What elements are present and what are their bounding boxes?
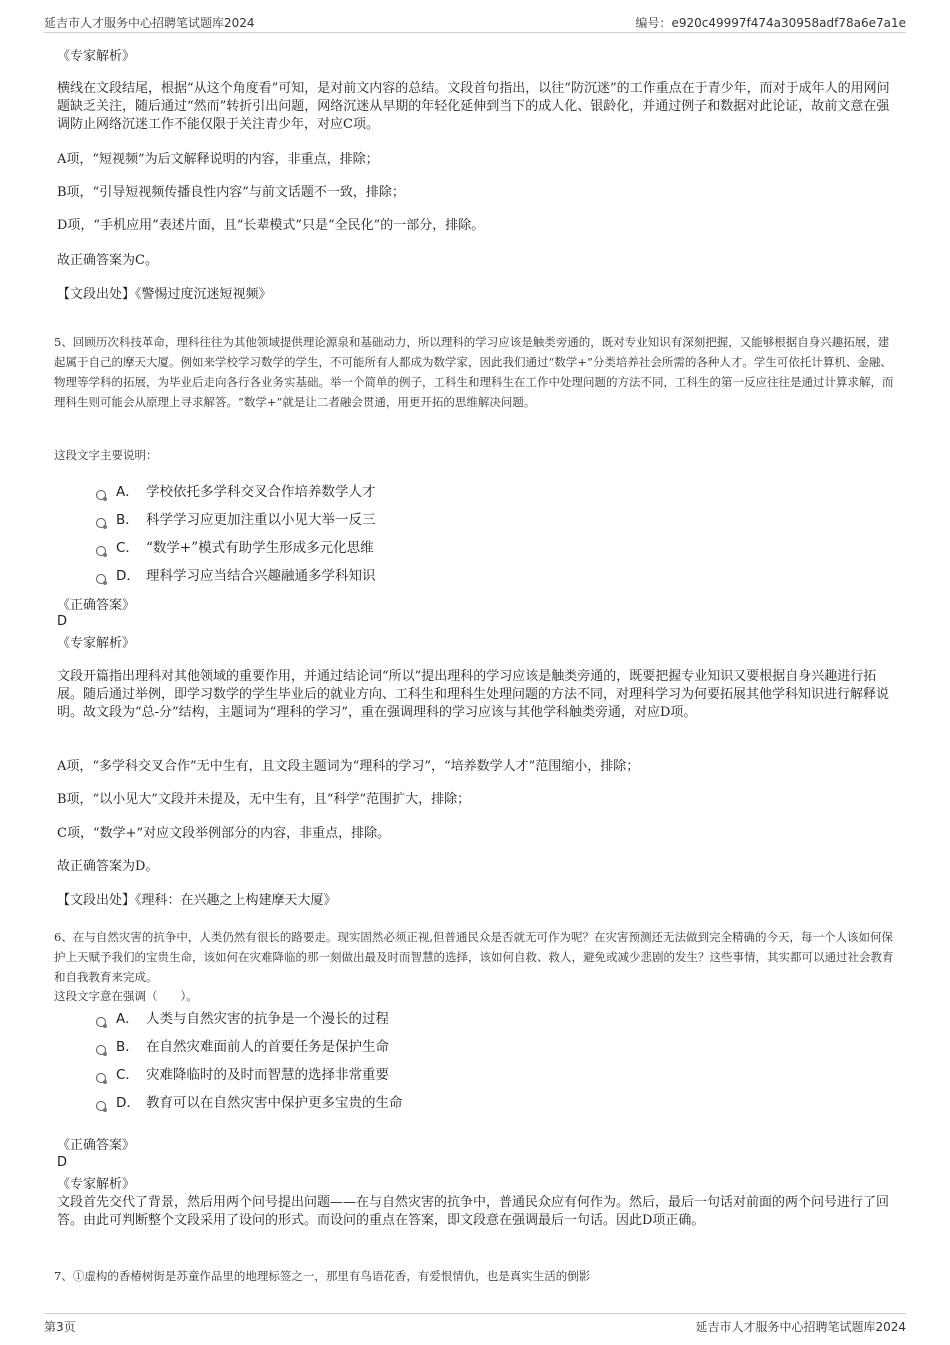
option-text: “数学+”模式有助学生形成多元化思维 xyxy=(146,540,374,556)
q6-analysis: 文段首先交代了背景，然后用两个问号提出问题——在与自然灾害的抗争中，普通民众应有何作为。然后，最后一句话对前面的两个问号进行了回答。由此可判断整个文段采用了设问的形式。而设问的重点在答案，即文段意在强调最后一句话。因此D项正确。 xyxy=(57,1195,890,1228)
radio-icon[interactable] xyxy=(96,490,106,500)
q5-analysis: 文段开篇指出理科对其他领域的重要作用，并通过结论词“所以”提出理科的学习应该是触类旁通的，既要把握专业知识又要根据自身兴趣进行拓展。随后通过举例，即学习数学的学生毕业后的就业方向、工科生和理科生处理问题的方法不同，对理科学习为何要拓展其他学科知识进行解释说明。故文段为“总-分”结构，主题词为“理科的学习”，重在强调理科的学习应该与其他学科触类旁通，对应D项。 xyxy=(57,669,890,720)
radio-icon[interactable] xyxy=(96,518,106,528)
q5-option-d[interactable] xyxy=(96,566,376,586)
q6-option-a[interactable] xyxy=(96,1009,389,1029)
q5-answer-label: 《正确答案》 xyxy=(57,598,136,613)
header-code xyxy=(635,14,906,31)
radio-icon[interactable] xyxy=(96,574,106,584)
option-letter: D． xyxy=(116,1095,140,1111)
option-text: 在自然灾难面前人的首要任务是保护生命 xyxy=(146,1039,389,1055)
q4-option-a-note: A项，“短视频”为后文解释说明的内容，非重点，排除； xyxy=(57,152,379,167)
q4-source: 【文段出处】《警惕过度沉迷短视频》 xyxy=(57,287,272,302)
q5-option-b-note: B项，“以小见大”文段并未提及，无中生有，且“科学”范围扩大，排除； xyxy=(57,792,471,807)
option-text: 学校依托多学科交叉合作培养数学人才 xyxy=(146,484,376,500)
footer-title: 延吉市人才服务中心招聘笔试题库2024 xyxy=(695,1320,906,1334)
q5-expert-label: 《专家解析》 xyxy=(57,636,136,651)
q6-answer-label: 《正确答案》 xyxy=(57,1138,136,1153)
option-letter: C． xyxy=(116,540,139,556)
option-text: 人类与自然灾害的抗争是一个漫长的过程 xyxy=(146,1011,389,1027)
q6-stem: 6、在与自然灾害的抗争中，人类仍然有很长的路要走。现实固然必须正视,但普通民众是否就无可作为呢？在灾害预测还无法做到完全精确的今天，每一个人该如何保护上天赋予我们的宝贵生命，该如何在灾难降临的那一刻做出最及时而智慧的选择，该如何自救、救人，避免或减少悲剧的发生？这些事情，其实都可以通过社会教育和自我教育来完成。 xyxy=(54,930,894,984)
q5-option-b[interactable] xyxy=(96,510,376,530)
q5-option-c-note: C项，“数学+”对应文段举例部分的内容，非重点，排除。 xyxy=(57,826,391,841)
option-text: 理科学习应当结合兴趣融通多学科知识 xyxy=(146,568,376,584)
q4-option-b-note: B项，“引导短视频传播良性内容”与前文话题不一致，排除； xyxy=(57,185,405,200)
q6-answer: D xyxy=(57,1155,68,1170)
option-text: 教育可以在自然灾害中保护更多宝贵的生命 xyxy=(146,1095,403,1111)
q7-stem: 7、①虚构的香椿树街是苏童作品里的地理标签之一，那里有鸟语花香，有爱恨情仇，也是真实生活的倒影 xyxy=(54,1269,591,1283)
q6-option-d[interactable] xyxy=(96,1093,403,1113)
radio-icon[interactable] xyxy=(96,1017,106,1027)
radio-icon[interactable] xyxy=(96,1101,106,1111)
option-letter: B． xyxy=(116,512,139,528)
q5-question: 这段文字主要说明： xyxy=(54,448,158,462)
radio-icon[interactable] xyxy=(96,1073,106,1083)
q5-option-c[interactable] xyxy=(96,538,374,558)
header-code-label: 编号： xyxy=(635,16,672,30)
q5-stem: 5、回顾历次科技革命，理科往往为其他领域提供理论源泉和基础动力，所以理科的学习应该是触类旁通的，既对专业知识有深刻把握，又能够根据自身兴趣拓展，建起属于自己的摩天大厦。例如来学校学习数学的学生，不可能所有人都成为数学家，因此我们通过“数学+”分类培养社会所需的各种人才。学生可依托计算机、金融、物理等学科的拓展，为毕业后走向各行各业务实基础。举一个简单的例子，工科生和理科生在工作中处理问题的方法不同，工科生的第一反应往往是通过计算求解，而理科生则可能会从原理上寻求解答。“数学+”就是让二者融会贯通，用更开拓的思维解决问题。 xyxy=(54,335,894,409)
radio-icon[interactable] xyxy=(96,1045,106,1055)
footer-divider xyxy=(44,1313,906,1314)
option-letter: A． xyxy=(116,1011,139,1027)
q5-answer: D xyxy=(57,614,68,629)
option-letter: B． xyxy=(116,1039,139,1055)
header-title: 延吉市人才服务中心招聘笔试题库2024 xyxy=(44,16,255,30)
q4-conclusion: 故正确答案为C。 xyxy=(57,253,158,268)
q5-option-a-note: A项，“多学科交叉合作”无中生有，且文段主题词为“理科的学习”，“培养数学人才”范围缩小，排除； xyxy=(57,759,640,774)
q5-conclusion: 故正确答案为D。 xyxy=(57,859,159,874)
radio-icon[interactable] xyxy=(96,546,106,556)
footer-page-number: 第3页 xyxy=(44,1320,76,1334)
option-text: 灾难降临时的及时而智慧的选择非常重要 xyxy=(146,1067,389,1083)
option-letter: C． xyxy=(116,1067,139,1083)
q4-expert-label: 《专家解析》 xyxy=(57,49,136,64)
q6-option-b[interactable] xyxy=(96,1037,389,1057)
q4-analysis: 横线在文段结尾，根据“从这个角度看”可知，是对前文内容的总结。文段首句指出，以往“防沉迷”的工作重点在于青少年，而对于成年人的用网问题缺乏关注，随后通过“然而”转折引出问题，网络沉迷从早期的年轻化延伸到当下的成人化、银龄化，并通过例子和数据对此论证，故前文意在强调防止网络沉迷工作不能仅限于关注青少年，对应C项。 xyxy=(57,81,890,132)
header-divider xyxy=(44,32,906,33)
option-letter: A． xyxy=(116,484,139,500)
q5-option-a[interactable] xyxy=(96,482,376,502)
q4-option-d-note: D项，“手机应用”表述片面，且“长辈模式”只是“全民化”的一部分，排除。 xyxy=(57,218,485,233)
header-code-value: e920c49997f474a30958adf78a6e7a1e xyxy=(671,16,906,30)
q6-option-c[interactable] xyxy=(96,1065,389,1085)
option-letter: D． xyxy=(116,568,140,584)
q5-source: 【文段出处】《理科：在兴趣之上构建摩天大厦》 xyxy=(57,893,337,908)
option-text: 科学学习应更加注重以小见大举一反三 xyxy=(146,512,376,528)
page-header xyxy=(44,10,906,34)
q6-expert-label: 《专家解析》 xyxy=(57,1177,136,1192)
q6-question: 这段文字意在强调（ ）。 xyxy=(54,989,198,1003)
